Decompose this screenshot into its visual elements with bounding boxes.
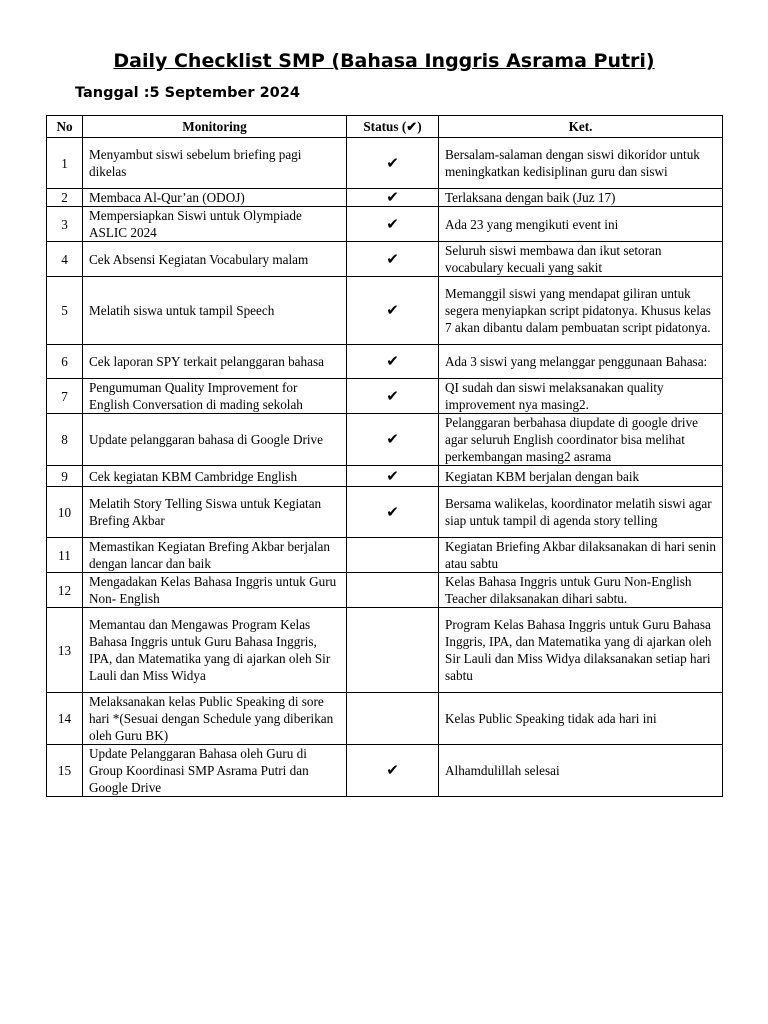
header-ket: Ket. [439, 116, 723, 138]
row-ket: Kegiatan KBM berjalan dengan baik [439, 466, 723, 487]
row-ket: Pelanggaran berbahasa diupdate di google drive agar seluruh English coordinator bisa melihat perkembangan masing2 asrama [439, 414, 723, 466]
row-ket: Bersalam-salaman dengan siswi dikoridor untuk meningkatkan kedisiplinan guru dan siswi [439, 138, 723, 189]
row-monitoring: Memastikan Kegiatan Brefing Akbar berjalan dengan lancar dan baik [83, 538, 347, 573]
table-row [47, 693, 723, 745]
row-monitoring: Melaksanakan kelas Public Speaking di sore hari *(Sesuai dengan Schedule yang diberikan oleh Guru BK) [83, 693, 347, 745]
checklist-table [46, 115, 723, 797]
row-status-check: ✔ [347, 242, 439, 277]
table-row [47, 379, 723, 414]
row-status-check [347, 573, 439, 608]
row-number: 5 [47, 277, 83, 345]
row-monitoring: Update pelanggaran bahasa di Google Drive [83, 414, 347, 466]
table-row [47, 345, 723, 379]
row-status-check: ✔ [347, 414, 439, 466]
table-row [47, 277, 723, 345]
row-status-check: ✔ [347, 277, 439, 345]
row-monitoring: Melatih Story Telling Siswa untuk Kegiatan Brefing Akbar [83, 487, 347, 538]
row-ket: Program Kelas Bahasa Inggris untuk Guru Bahasa Inggris, IPA, dan Matematika yang di ajarkan oleh Sir Lauli dan Miss Widya dilaksanakan setiap hari sabtu [439, 608, 723, 693]
table-row [47, 189, 723, 207]
table-row [47, 207, 723, 242]
row-number: 6 [47, 345, 83, 379]
table-row [47, 138, 723, 189]
row-status-check: ✔ [347, 379, 439, 414]
table-row [47, 487, 723, 538]
row-number: 9 [47, 466, 83, 487]
row-ket: Kegiatan Briefing Akbar dilaksanakan di hari senin atau sabtu [439, 538, 723, 573]
row-monitoring: Mengadakan Kelas Bahasa Inggris untuk Guru Non- English [83, 573, 347, 608]
row-number: 13 [47, 608, 83, 693]
row-number: 10 [47, 487, 83, 538]
row-number: 2 [47, 189, 83, 207]
row-number: 8 [47, 414, 83, 466]
table-row [47, 466, 723, 487]
row-monitoring: Membaca Al-Qur’an (ODOJ) [83, 189, 347, 207]
row-status-check [347, 608, 439, 693]
row-status-check: ✔ [347, 466, 439, 487]
row-status-check: ✔ [347, 345, 439, 379]
row-number: 3 [47, 207, 83, 242]
row-ket: Ada 3 siswi yang melanggar penggunaan Bahasa: [439, 345, 723, 379]
table-header-row [47, 116, 723, 138]
row-number: 7 [47, 379, 83, 414]
row-status-check: ✔ [347, 745, 439, 797]
row-status-check: ✔ [347, 138, 439, 189]
row-ket: Bersama walikelas, koordinator melatih siswi agar siap untuk tampil di agenda story telling [439, 487, 723, 538]
row-number: 1 [47, 138, 83, 189]
table-body [47, 138, 723, 797]
row-monitoring: Update Pelanggaran Bahasa oleh Guru di Group Koordinasi SMP Asrama Putri dan Google Drive [83, 745, 347, 797]
row-monitoring: Melatih siswa untuk tampil Speech [83, 277, 347, 345]
table-row [47, 608, 723, 693]
row-status-check: ✔ [347, 487, 439, 538]
row-ket: Kelas Public Speaking tidak ada hari ini [439, 693, 723, 745]
row-monitoring: Pengumuman Quality Improvement for English Conversation di mading sekolah [83, 379, 347, 414]
row-ket: Terlaksana dengan baik (Juz 17) [439, 189, 723, 207]
row-ket: Kelas Bahasa Inggris untuk Guru Non-English Teacher dilaksanakan dihari sabtu. [439, 573, 723, 608]
row-number: 4 [47, 242, 83, 277]
header-no: No [47, 116, 83, 138]
row-number: 12 [47, 573, 83, 608]
document-title: Daily Checklist SMP (Bahasa Inggris Asrama Putri) [113, 50, 655, 72]
row-number: 15 [47, 745, 83, 797]
table-row [47, 573, 723, 608]
header-monitoring: Monitoring [83, 116, 347, 138]
row-ket: Seluruh siswi membawa dan ikut setoran vocabulary kecuali yang sakit [439, 242, 723, 277]
row-monitoring: Mempersiapkan Siswi untuk Olympiade ASLIC 2024 [83, 207, 347, 242]
table-row [47, 538, 723, 573]
table-row [47, 745, 723, 797]
row-status-check [347, 538, 439, 573]
row-monitoring: Cek laporan SPY terkait pelanggaran bahasa [83, 345, 347, 379]
row-ket: QI sudah dan siswi melaksanakan quality improvement nya masing2. [439, 379, 723, 414]
row-status-check [347, 693, 439, 745]
row-status-check: ✔ [347, 189, 439, 207]
document-date: Tanggal :5 September 2024 [75, 85, 300, 101]
table-row [47, 414, 723, 466]
row-monitoring: Cek kegiatan KBM Cambridge English [83, 466, 347, 487]
row-ket: Memanggil siswi yang mendapat giliran untuk segera menyiapkan script pidatonya. Khusus kelas 7 akan dibantu dalam pembuatan script pidatonya. [439, 277, 723, 345]
header-status: Status (✔) [347, 116, 439, 138]
row-ket: Ada 23 yang mengikuti event ini [439, 207, 723, 242]
row-monitoring: Memantau dan Mengawas Program Kelas Bahasa Inggris untuk Guru Bahasa Inggris, IPA, dan Matematika yang di ajarkan oleh Sir Lauli dan Miss Widya [83, 608, 347, 693]
row-number: 11 [47, 538, 83, 573]
row-ket: Alhamdulillah selesai [439, 745, 723, 797]
row-monitoring: Menyambut siswi sebelum briefing pagi dikelas [83, 138, 347, 189]
row-status-check: ✔ [347, 207, 439, 242]
table-row [47, 242, 723, 277]
row-monitoring: Cek Absensi Kegiatan Vocabulary malam [83, 242, 347, 277]
row-number: 14 [47, 693, 83, 745]
